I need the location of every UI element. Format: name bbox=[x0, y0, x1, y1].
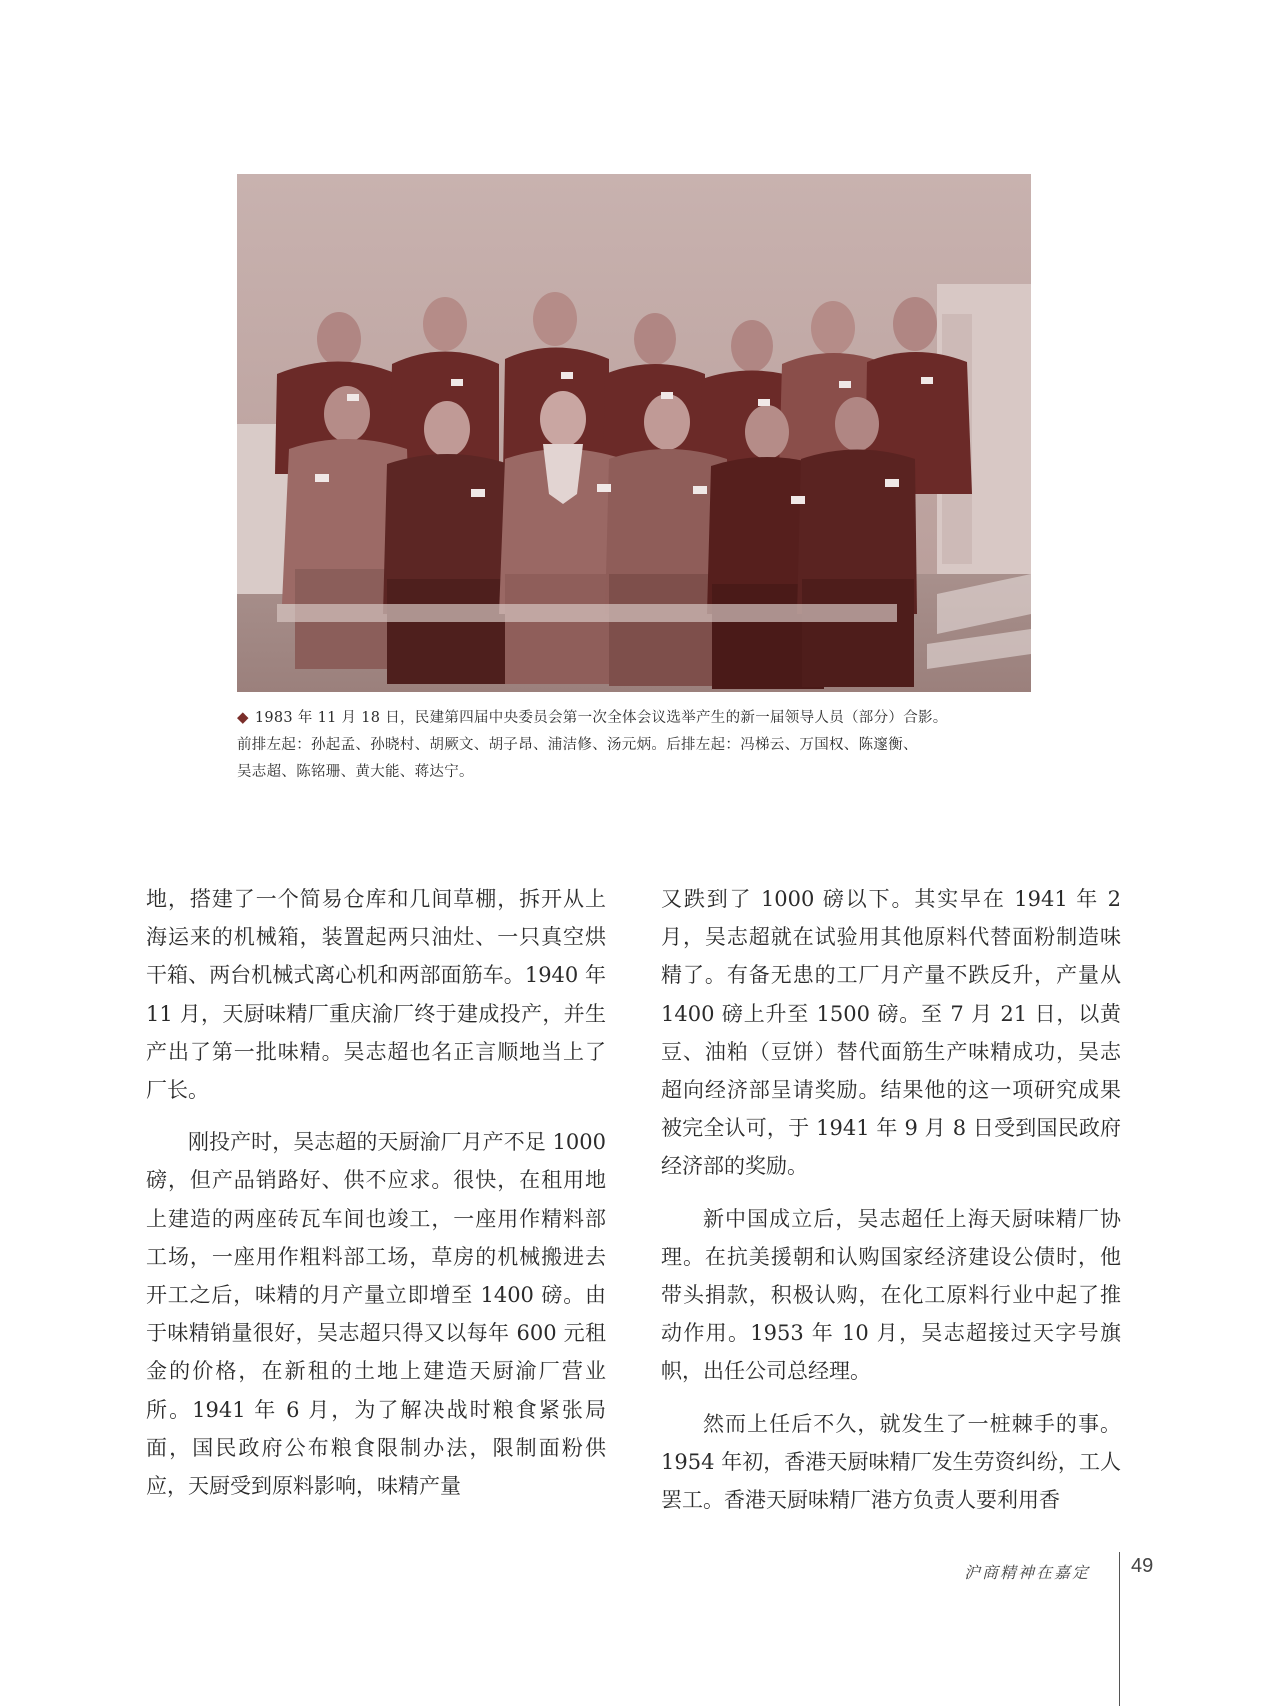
diamond-bullet-icon: ◆ bbox=[237, 708, 249, 726]
group-photo bbox=[237, 174, 1031, 692]
group-photo-illustration bbox=[237, 174, 1031, 692]
paragraph: 然而上任后不久，就发生了一桩棘手的事。1954 年初，香港天厨味精厂发生劳资纠纷，工人罢工。香港天厨味精厂港方负责人要利用香 bbox=[661, 1411, 1121, 1513]
caption-line-2: 前排左起：孙起孟、孙晓村、胡厥文、胡子昂、浦洁修、汤元炳。后排左起：冯梯云、万国权、陈邃衡、 bbox=[237, 737, 918, 753]
caption-line-3: 吴志超、陈铭珊、黄大能、蒋达宁。 bbox=[237, 764, 474, 780]
paragraph: 新中国成立后，吴志超任上海天厨味精厂协理。在抗美援朝和认购国家经济建设公债时，他带头捐款，积极认购，在化工原料行业中起了推动作用。1953 年 10 月，吴志超接过天字号旗帜，出任公司总经理。 bbox=[661, 1206, 1121, 1384]
right-column bbox=[661, 880, 1121, 1533]
running-footer-title: 沪商精神在嘉定 bbox=[964, 1563, 1091, 1582]
photo-caption bbox=[237, 704, 1057, 786]
page-number: 49 bbox=[1131, 1555, 1154, 1577]
paragraph: 地，搭建了一个简易仓库和几间草棚，拆开从上海运来的机械箱，装置起两只油灶、一只真空烘干箱、两台机械式离心机和两部面筋车。1940 年 11 月，天厨味精厂重庆渝厂终于建成投产，并生产出了第一批味精。吴志超也名正言顺地当上了厂长。 bbox=[146, 887, 606, 1103]
caption-line-1 bbox=[237, 704, 1057, 732]
paragraph: 刚投产时，吴志超的天厨渝厂月产不足 1000 磅，但产品销路好、供不应求。很快，在租用地上建造的两座砖瓦车间也竣工，一座用作精料部工场，一座用作粗料部工场，草房的机械搬进去开工之后，味精的月产量立即增至 1400 磅。由于味精销量很好，吴志超只得又以每年 600 元租金的价格，在新租的土地上建造天厨渝厂营业所。1941 年 6 月，为了解决战时粮食紧张局面，国民政府公布粮食限制办法，限制面粉供应，天厨受到原料影响，味精产量 bbox=[146, 1130, 606, 1499]
paragraph: 又跌到了 1000 磅以下。其实早在 1941 年 2 月，吴志超就在试验用其他原料代替面粉制造味精了。有备无患的工厂月产量不跌反升，产量从 1400 磅上升至 1500 磅。至 7 月 21 日，以黄豆、油粕（豆饼）替代面筋生产味精成功，吴志超向经济部呈请奖励。结果他的这一项研究成果被完全认可，于 1941 年 9 月 8 日受到国民政府经济部的奖励。 bbox=[661, 887, 1121, 1179]
caption-text-1: 1983 年 11 月 18 日，民建第四届中央委员会第一次全体会议选举产生的新一届领导人员（部分）合影。 bbox=[254, 710, 948, 726]
footer-divider bbox=[1119, 1552, 1120, 1706]
left-column bbox=[146, 880, 606, 1519]
